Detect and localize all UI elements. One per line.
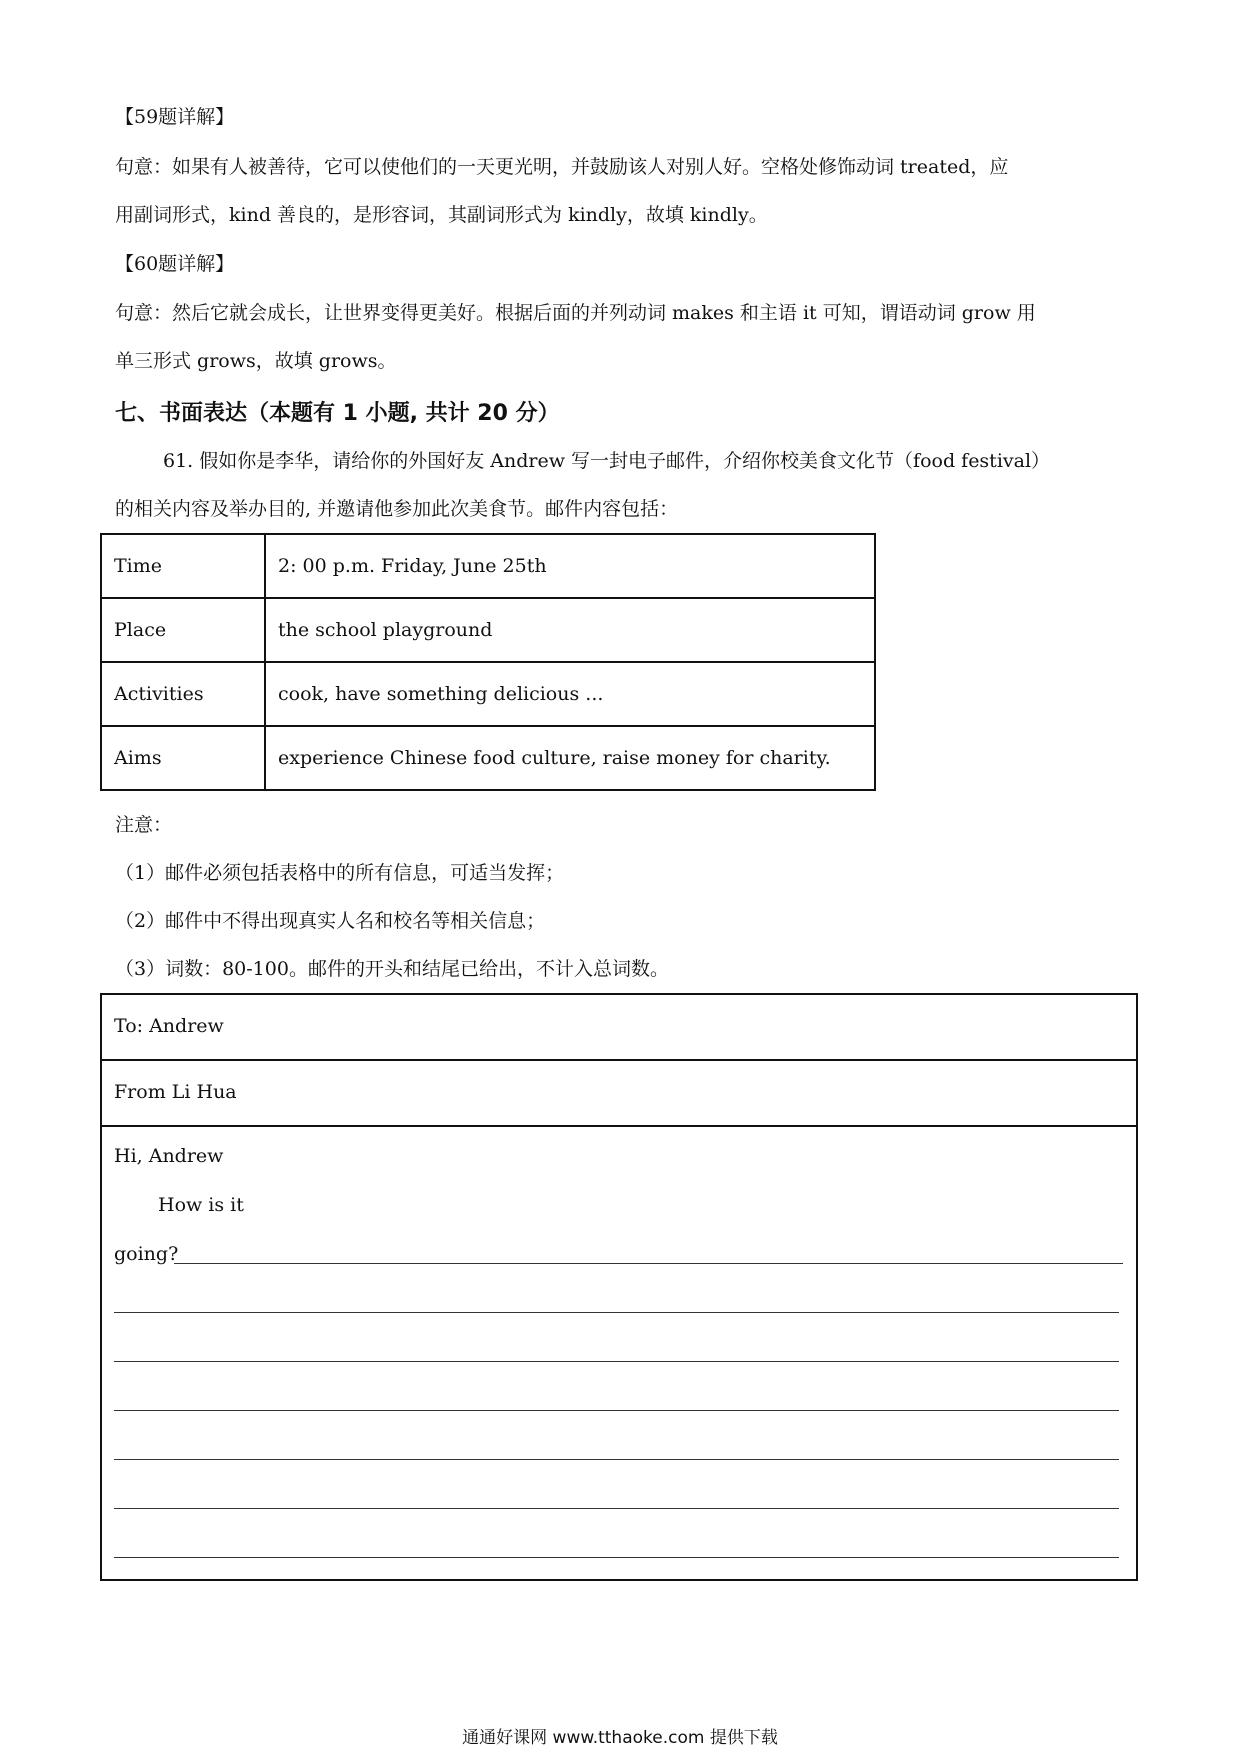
- email-answer-box: [100, 993, 1138, 1581]
- section-heading: 七、书面表达（本题有 1 小题, 共计 20 分）: [115, 401, 560, 426]
- table-value-activities: cook, have something delicious ...: [265, 662, 875, 726]
- table-value-place: the school playground: [265, 598, 875, 662]
- writing-line[interactable]: [114, 1312, 1119, 1313]
- email-opening-line-1: How is it: [158, 1194, 244, 1216]
- note-item-1: （1）邮件必须包括表格中的所有信息，可适当发挥；: [115, 862, 565, 884]
- table-value-aims: experience Chinese food culture, raise money for charity.: [265, 726, 875, 790]
- table-label-activities: Activities: [101, 662, 265, 726]
- prompt-line-2: 的相关内容及举办目的, 并邀请他参加此次美食节。邮件内容包括：: [115, 498, 679, 520]
- explanation-text-59-line-2: 用副词形式，kind 善良的，是形容词，其副词形式为 kindly，故填 kindly。: [115, 204, 768, 226]
- page-footer: 通通好课网 www.tthaoke.com 提供下载: [462, 1728, 778, 1748]
- email-from: From Li Hua: [114, 1081, 237, 1103]
- explanation-heading-60: 【60题详解】: [115, 253, 235, 275]
- writing-line[interactable]: [114, 1508, 1119, 1509]
- explanation-text-59-line-1: 句意：如果有人被善待，它可以使他们的一天更光明，并鼓励该人对别人好。空格处修饰动词 treated，应: [115, 156, 1009, 178]
- writing-line[interactable]: [114, 1361, 1119, 1362]
- table-label-time: Time: [101, 534, 265, 598]
- explanation-text-60-line-2: 单三形式 grows，故填 grows。: [115, 350, 397, 372]
- explanation-heading-59: 【59题详解】: [115, 106, 235, 128]
- table-label-place: Place: [101, 598, 265, 662]
- writing-line[interactable]: [114, 1557, 1119, 1558]
- note-item-2: （2）邮件中不得出现真实人名和校名等相关信息；: [115, 910, 546, 932]
- table-row: [101, 726, 875, 790]
- notes-title: 注意：: [115, 814, 173, 836]
- info-table: [100, 533, 876, 791]
- table-value-time: 2: 00 p.m. Friday, June 25th: [265, 534, 875, 598]
- email-opening-line-2: going?: [114, 1243, 179, 1265]
- note-item-3: （3）词数：80-100。邮件的开头和结尾已给出，不计入总词数。: [115, 958, 669, 980]
- explanation-text-60-line-1: 句意：然后它就会成长，让世界变得更美好。根据后面的并列动词 makes 和主语 it 可知，谓语动词 grow 用: [115, 302, 1036, 324]
- prompt-line-1: 61. 假如你是李华，请给你的外国好友 Andrew 写一封电子邮件，介绍你校美食文化节（food festival）: [163, 450, 1051, 472]
- table-row: [101, 662, 875, 726]
- email-to: To: Andrew: [114, 1015, 224, 1037]
- writing-line[interactable]: [114, 1459, 1119, 1460]
- writing-line[interactable]: [114, 1410, 1119, 1411]
- table-label-aims: Aims: [101, 726, 265, 790]
- table-row: [101, 598, 875, 662]
- email-to-row: [102, 995, 1136, 1061]
- email-from-row: [102, 1061, 1136, 1127]
- table-row: [101, 534, 875, 598]
- email-greeting: Hi, Andrew: [114, 1145, 224, 1167]
- writing-line[interactable]: [174, 1263, 1123, 1264]
